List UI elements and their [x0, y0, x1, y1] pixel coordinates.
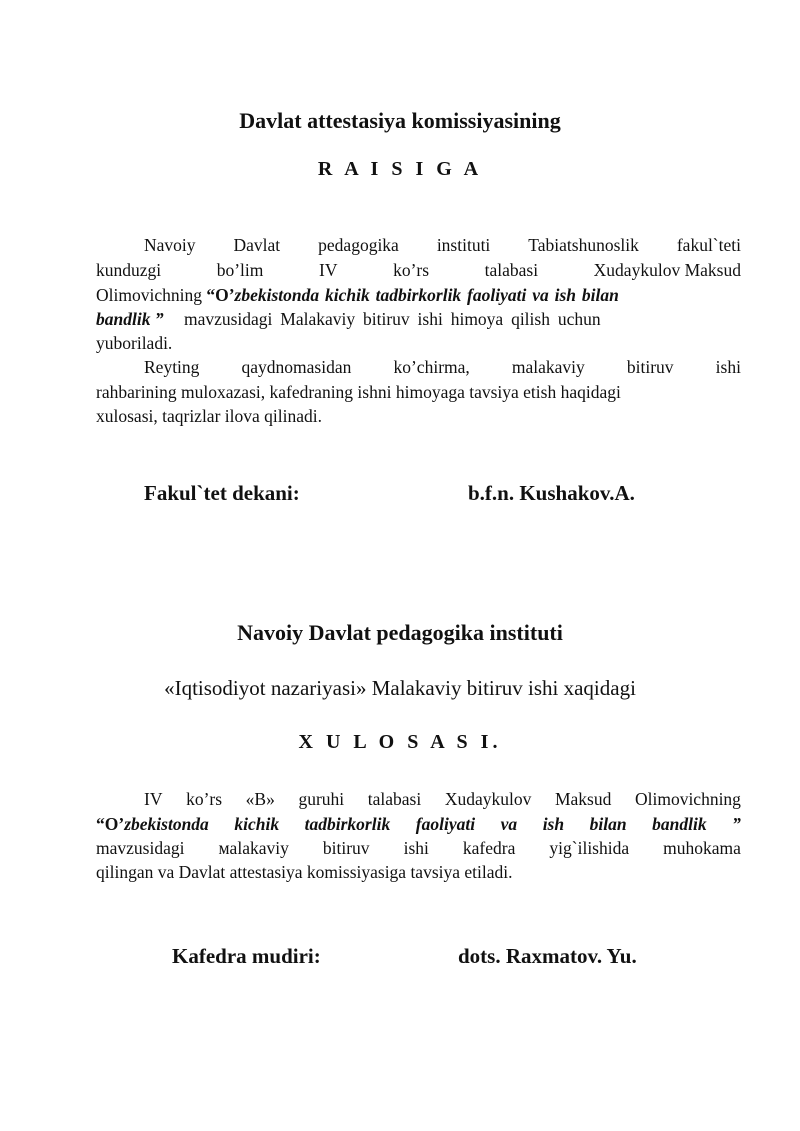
word: kafedra [462, 838, 516, 858]
word: zbekistonda [124, 814, 209, 834]
word: mavzusidagi [96, 838, 185, 858]
word: bitiruv [626, 357, 674, 377]
thesis-title-end: bandlik ” [96, 309, 164, 329]
conclusion-paragraph-line-3 [96, 836, 741, 861]
word: Olimovichning [634, 789, 741, 809]
letter-paragraph-2-line-2: rahbarining muloxazasi, kafedraning ishni himoyaga tavsiya etish haqidagi [96, 382, 621, 402]
word: Tabiatshunoslik [528, 235, 639, 255]
word: faoliyati [415, 814, 476, 834]
word: ishi [715, 357, 741, 377]
word: Xudaykulov [444, 789, 532, 809]
letter-heading: Davlat attestasiya komissiyasining [239, 108, 561, 133]
thesis-quote-open: “O’ [206, 285, 235, 305]
letter-paragraph-2-line-3: xulosasi, taqrizlar ilova qilinadi. [96, 406, 322, 426]
department-heading: «Iqtisodiyot nazariyasi» Malakaviy bitiruv ishi xaqidagi [164, 676, 636, 700]
word: IV [144, 789, 163, 809]
word: bo’lim [216, 260, 264, 280]
word: Maksud [554, 789, 612, 809]
word: «B» [245, 789, 275, 809]
conclusion-paragraph-line-2 [96, 812, 741, 837]
head-of-department-name: dots. Raxmatov. Yu. [458, 944, 637, 968]
letter-paragraph-1-line-3 [96, 283, 741, 308]
conclusion-paragraph-line-1 [144, 787, 741, 812]
word: ” [732, 814, 741, 834]
word: Davlat [233, 235, 281, 255]
institute-heading: Navoiy Davlat pedagogika instituti [237, 620, 563, 645]
letter-paragraph-1-line-5: yuboriladi. [96, 333, 173, 353]
word: kichik [234, 814, 280, 834]
dean-role: Fakul`tet dekani: [144, 481, 300, 505]
word: talabasi [484, 260, 539, 280]
word: yig`ilishida [549, 838, 630, 858]
word: Xudaykulov Maksud [593, 260, 741, 280]
word: ko’chirma, [393, 357, 470, 377]
conclusion-title: X U L O S A S I. [298, 731, 502, 753]
thesis-title: zbekistonda kichik tadbirkorlik faoliyati va ish bilan [234, 285, 619, 305]
letter-paragraph-1-line-4 [96, 307, 741, 332]
word: ko’rs [186, 789, 223, 809]
word: ish [542, 814, 565, 834]
word: Navoiy [144, 235, 196, 255]
word: tadbirkorlik [304, 814, 391, 834]
word: fakul`teti [676, 235, 741, 255]
text: Olimovichning [96, 285, 207, 305]
word: malakaviy [511, 357, 585, 377]
word: Reyting [144, 357, 200, 377]
word: IV [319, 260, 338, 280]
word: muhokama [663, 838, 741, 858]
text: mavzusidagi Malakaviy bitiruv ishi himoya qilish uchun [183, 309, 601, 329]
word: ishi [403, 838, 429, 858]
thesis-title-start [96, 812, 209, 837]
word: ko’rs [393, 260, 430, 280]
word: мalakaviy [218, 838, 289, 858]
letter-addressee: R A I S I G A [317, 158, 483, 180]
word: bilan [589, 814, 627, 834]
word: bandlik [652, 814, 707, 834]
letter-paragraph-1-line-1 [144, 233, 741, 258]
letter-paragraph-1-line-2 [96, 258, 741, 283]
word: va [500, 814, 518, 834]
word: kunduzgi [96, 260, 162, 280]
conclusion-paragraph-line-4: qilingan va Davlat attestasiya komissiyasiga tavsiya etiladi. [96, 862, 513, 882]
word: instituti [436, 235, 491, 255]
dean-name: b.f.n. Kushakov.A. [468, 481, 635, 505]
word: talabasi [367, 789, 422, 809]
word: qaydnomasidan [241, 357, 352, 377]
word: guruhi [298, 789, 345, 809]
letter-paragraph-2-line-1 [144, 355, 741, 380]
head-of-department-role: Kafedra mudiri: [172, 944, 321, 968]
word: bitiruv [322, 838, 370, 858]
word: pedagogika [318, 235, 399, 255]
thesis-quote-open: “O’ [96, 814, 125, 834]
